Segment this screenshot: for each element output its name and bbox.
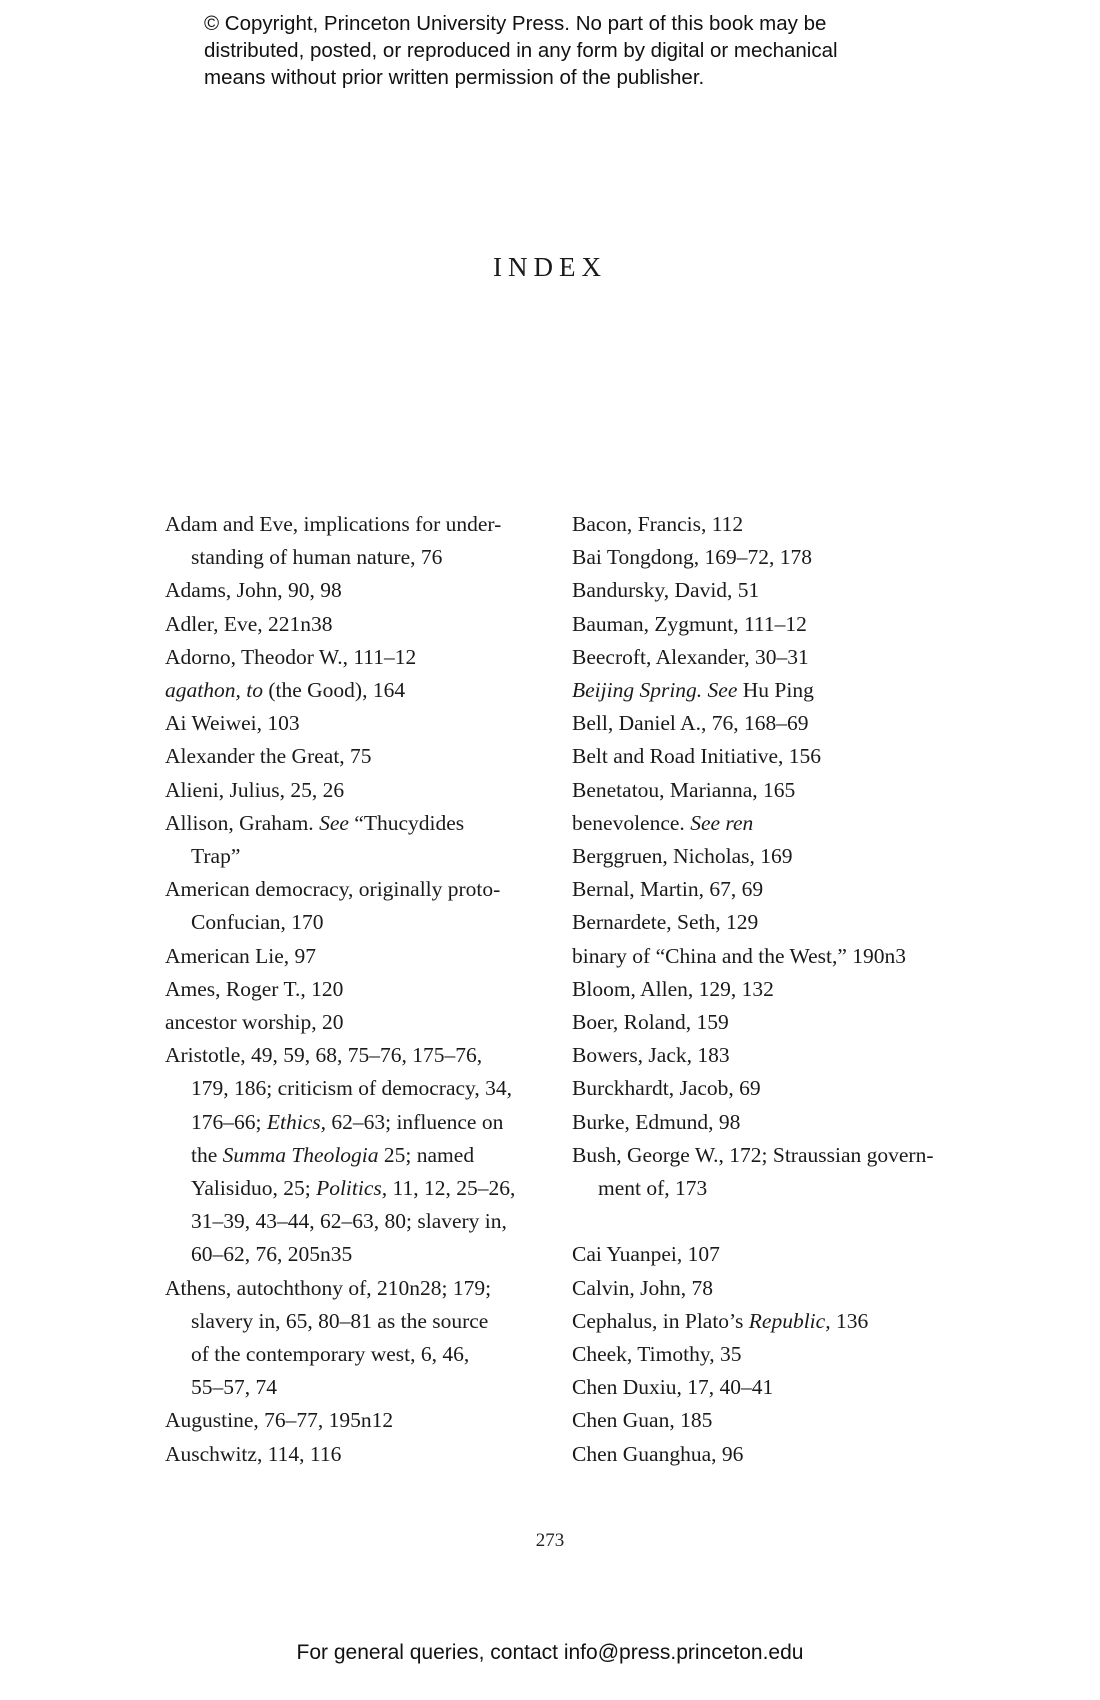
index-entry-line: Chen Duxiu, 17, 40–41	[572, 1375, 774, 1400]
index-entry	[572, 1238, 972, 1271]
index-entry-line: American Lie, 97	[165, 943, 317, 968]
index-entry	[572, 1072, 972, 1105]
index-entry-line: Bell, Daniel A., 76, 168–69	[572, 711, 809, 736]
index-entry-line: Cai Yuanpei, 107	[572, 1242, 720, 1267]
letter-group-gap	[572, 1205, 972, 1238]
index-entry-line: benevolence. See ren	[572, 810, 754, 835]
index-entry-line: Bernal, Martin, 67, 69	[572, 877, 764, 902]
index-entry-continuation: 179, 186; criticism of democracy, 34,	[191, 1076, 513, 1101]
index-entry-line: Adler, Eve, 221n38	[165, 611, 333, 636]
index-entry-line: Beecroft, Alexander, 30–31	[572, 644, 809, 669]
index-entry-line: Athens, autochthony of, 210n28; 179;	[165, 1275, 492, 1300]
index-entry	[165, 807, 570, 873]
index-entry	[165, 873, 570, 939]
index-entry	[572, 1305, 972, 1338]
index-entry	[572, 973, 972, 1006]
copyright-line: distributed, posted, or reproduced in any form by digital or mechanical	[204, 39, 838, 62]
index-entry-line: Burckhardt, Jacob, 69	[572, 1076, 761, 1101]
index-entry-line: Bloom, Allen, 129, 132	[572, 976, 774, 1001]
index-entry-line: Ai Weiwei, 103	[165, 711, 300, 736]
index-entry-line: Bai Tongdong, 169–72, 178	[572, 545, 812, 570]
index-entry-line: Calvin, John, 78	[572, 1275, 713, 1300]
index-entry-line: Benetatou, Marianna, 165	[572, 777, 796, 802]
index-entry-continuation: Trap”	[191, 844, 241, 869]
index-entry	[572, 1371, 972, 1404]
index-entry-continuation: of the contemporary west, 6, 46,	[191, 1342, 470, 1367]
index-entry	[572, 541, 972, 574]
index-entry	[165, 508, 570, 574]
index-entry-line: Belt and Road Initiative, 156	[572, 744, 821, 769]
index-entry-continuation: 55–57, 74	[191, 1375, 277, 1400]
index-entry-line: Bacon, Francis, 112	[572, 512, 744, 536]
index-entry	[165, 707, 570, 740]
footer-contact: For general queries, contact info@press.princeton.edu	[296, 1641, 804, 1664]
index-entry	[572, 1438, 972, 1471]
index-entry	[165, 940, 570, 973]
index-entry	[165, 574, 570, 607]
index-entry-continuation: Yalisiduo, 25; Politics, 11, 12, 25–26,	[191, 1176, 516, 1201]
index-entry	[572, 807, 972, 840]
index-entry	[572, 1006, 972, 1039]
index-entry	[572, 1139, 972, 1205]
index-entry	[165, 774, 570, 807]
index-entry-continuation: ment of, 173	[598, 1176, 708, 1201]
index-entry-continuation: 31–39, 43–44, 62–63, 80; slavery in,	[191, 1209, 507, 1234]
copyright-line: means without prior written permission of the publisher.	[204, 66, 705, 89]
index-entry-line: binary of “China and the West,” 190n3	[572, 943, 907, 968]
index-entry-line: Adams, John, 90, 98	[165, 578, 342, 603]
index-entry	[572, 1106, 972, 1139]
index-entry	[572, 906, 972, 939]
index-column-right	[572, 508, 972, 1471]
index-entry-line: Bandursky, David, 51	[572, 578, 760, 603]
index-entry-line: Cheek, Timothy, 35	[572, 1342, 742, 1367]
index-entry	[165, 740, 570, 773]
index-entry-continuation: the Summa Theologia 25; named	[191, 1142, 475, 1167]
index-entry-line: American democracy, originally proto-	[165, 877, 501, 902]
index-entry	[572, 641, 972, 674]
index-entry-line: Alieni, Julius, 25, 26	[165, 777, 345, 802]
index-entry	[165, 608, 570, 641]
index-entry	[165, 1039, 570, 1271]
index-entry	[165, 641, 570, 674]
index-entry	[572, 1272, 972, 1305]
index-entry-line: Aristotle, 49, 59, 68, 75–76, 175–76,	[165, 1043, 483, 1068]
index-entry	[165, 1438, 570, 1471]
index-entry-line: Adam and Eve, implications for under-	[165, 512, 502, 536]
index-entry-line: Cephalus, in Plato’s Republic, 136	[572, 1308, 869, 1333]
index-entry-line: Chen Guanghua, 96	[572, 1441, 744, 1466]
index-entry-line: ancestor worship, 20	[165, 1010, 344, 1035]
index-entry-line: Adorno, Theodor W., 111–12	[165, 644, 417, 669]
index-column-left	[165, 508, 570, 1471]
index-entry	[165, 674, 570, 707]
index-entry-line: Burke, Edmund, 98	[572, 1109, 741, 1134]
index-entry-line: Berggruen, Nicholas, 169	[572, 844, 793, 869]
index-entry-continuation: 60–62, 76, 205n35	[191, 1242, 353, 1267]
index-entry-continuation: slavery in, 65, 80–81 as the source	[191, 1308, 489, 1333]
index-entry-line: Boer, Roland, 159	[572, 1010, 729, 1035]
index-entry	[572, 508, 972, 541]
copyright-notice	[204, 10, 924, 91]
page-number: 273	[535, 1530, 565, 1551]
index-entry	[572, 774, 972, 807]
index-entry-line: agathon, to (the Good), 164	[165, 678, 406, 703]
index-entry-line: Beijing Spring. See Hu Ping	[572, 678, 814, 703]
index-entry	[572, 1039, 972, 1072]
index-entry	[572, 940, 972, 973]
index-entry	[572, 840, 972, 873]
index-entry	[165, 1404, 570, 1437]
index-entry-line: Allison, Graham. See “Thucydides	[165, 810, 465, 835]
index-entry	[572, 707, 972, 740]
index-entry-line: Alexander the Great, 75	[165, 744, 372, 769]
index-entry	[572, 674, 972, 707]
index-entry-line: Bowers, Jack, 183	[572, 1043, 730, 1068]
index-entry	[572, 740, 972, 773]
index-entry-line: Ames, Roger T., 120	[165, 976, 344, 1001]
index-entry-line: Bush, George W., 172; Straussian govern-	[572, 1142, 934, 1167]
index-entry	[165, 1272, 570, 1405]
index-entry	[165, 1006, 570, 1039]
index-entry	[572, 608, 972, 641]
index-entry-continuation: Confucian, 170	[191, 910, 324, 935]
index-entry-line: Bauman, Zygmunt, 111–12	[572, 611, 807, 636]
index-entry	[572, 1338, 972, 1371]
index-entry	[572, 873, 972, 906]
copyright-line: © Copyright, Princeton University Press. No part of this book may be	[204, 12, 827, 35]
index-entry-continuation: 176–66; Ethics, 62–63; influence on	[191, 1109, 504, 1134]
index-entry-continuation: standing of human nature, 76	[191, 545, 443, 570]
index-entry-line: Auschwitz, 114, 116	[165, 1441, 342, 1466]
index-entry-line: Augustine, 76–77, 195n12	[165, 1408, 394, 1433]
index-entry-line: Chen Guan, 185	[572, 1408, 713, 1433]
index-entry	[572, 1404, 972, 1437]
index-entry	[165, 973, 570, 1006]
index-entry	[572, 574, 972, 607]
page-title: INDEX	[493, 252, 607, 282]
index-entry-line: Bernardete, Seth, 129	[572, 910, 759, 935]
